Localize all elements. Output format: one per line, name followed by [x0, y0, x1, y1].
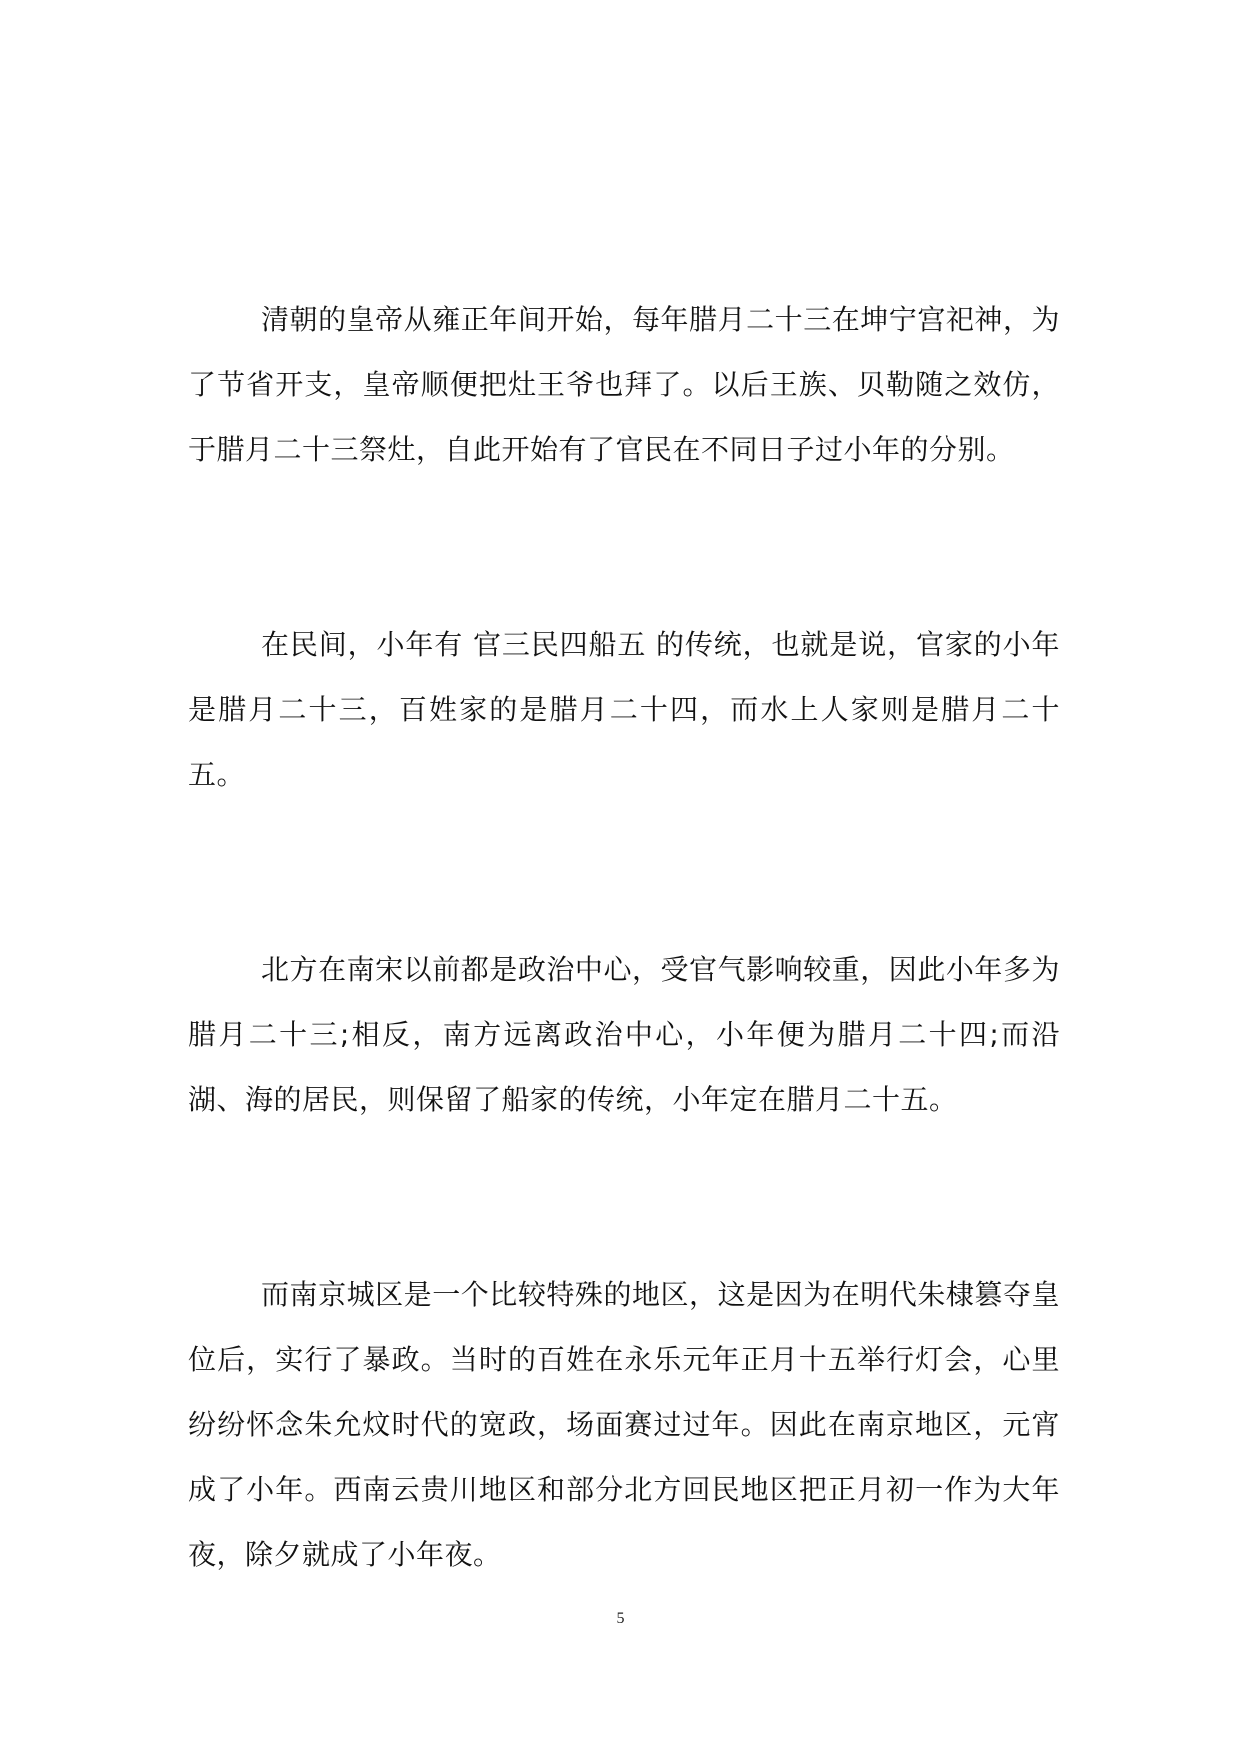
page-number: 5 [616, 1610, 625, 1627]
paragraph-folk-tradition: 在民间，小年有 官三民四船五 的传统，也就是说，官家的小年是腊月二十三，百姓家的是腊月二十四，而水上人家则是腊月二十五。 [188, 628, 1060, 791]
paragraph-qing-dynasty: 清朝的皇帝从雍正年间开始，每年腊月二十三在坤宁宫祀神，为了节省开支，皇帝顺便把灶王爷也拜了。以后王族、贝勒随之效仿，于腊月二十三祭灶，自此开始有了官民在不同日子过小年的分别。 [188, 303, 1060, 466]
paragraph-north-south: 北方在南宋以前都是政治中心，受官气影响较重，因此小年多为腊月二十三;相反，南方远离政治中心，小年便为腊月二十四;而沿湖、海的居民，则保留了船家的传统，小年定在腊月二十五。 [188, 953, 1060, 1116]
paragraph-nanjing: 而南京城区是一个比较特殊的地区，这是因为在明代朱棣篡夺皇位后，实行了暴政。当时的百姓在永乐元年正月十五举行灯会，心里纷纷怀念朱允炆时代的宽政，场面赛过过年。因此在南京地区，元宵成了小年。西南云贵川地区和部分北方回民地区把正月初一作为大年夜，除夕就成了小年夜。 [188, 1278, 1060, 1571]
